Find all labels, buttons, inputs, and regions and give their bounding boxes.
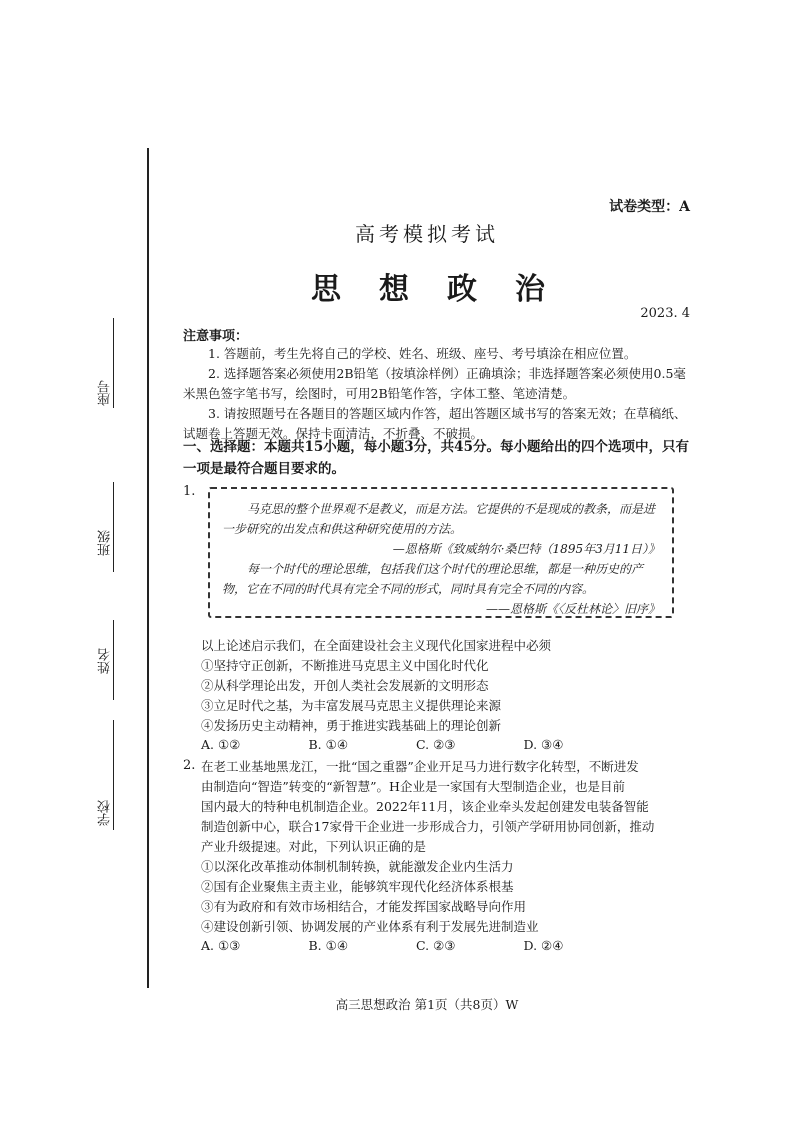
exam-date: 2023. 4	[640, 306, 690, 321]
answer-choice[interactable]: B. ①④	[308, 737, 349, 752]
answer-choice[interactable]: A. ①②	[201, 737, 241, 752]
paper-type: 试卷类型：A	[609, 199, 690, 215]
statement-option: ③有为政府和有效市场相结合，才能发挥国家战略导向作用	[201, 899, 527, 914]
answer-choice[interactable]: D. ③④	[523, 737, 564, 752]
statement-option: ②从科学理论出发，开创人类社会发展新的文明形态	[201, 678, 489, 693]
answer-choice[interactable]: C. ②③	[416, 938, 456, 953]
question-stem: 以上论述启示我们，在全面建设社会主义现代化国家进程中必须	[201, 638, 552, 653]
question-stem-line: 产业升级提速。对此，下列认识正确的是	[201, 839, 427, 854]
question-number: 1.	[183, 484, 196, 499]
quote-text: 马克思的整个世界观不是教义，而是方法。它提供的不是现成的教条，而是进一步研究的出发点和供这种研究使用的方法。	[222, 502, 656, 536]
question-stem-line: 制造创新中心，联合17家骨干企业进一步形成合力，引领产学研用协同创新，推动	[201, 819, 655, 834]
statement-option: ④发扬历史主动精神，勇于推进实践基础上的理论创新	[201, 718, 502, 733]
statement-option: ③立足时代之基，为丰富发展马克思主义提供理论来源	[201, 698, 502, 713]
answer-choice[interactable]: C. ②③	[416, 737, 456, 752]
quote-source: —恩格斯《致威纳尔·桑巴特（1895年3月11日）》	[392, 542, 660, 556]
answer-choices	[201, 737, 631, 752]
class-blank-line	[113, 482, 114, 572]
answer-choice[interactable]: B. ①④	[308, 938, 349, 953]
notice-item-3: 3. 请按照题号在各题目的答题区域内作答，超出答题区域书写的答案无效；在草稿纸、试题卷上答题无效。保持卡面清洁，不折叠、不破损。	[183, 406, 687, 441]
statement-option: ②国有企业聚焦主责主业，能够筑牢现代化经济体系根基	[201, 879, 514, 894]
answer-choices	[201, 938, 631, 953]
class-label: 班级	[98, 530, 113, 556]
statement-option: ①坚持守正创新，不断推进马克思主义中国化时代化	[201, 658, 489, 673]
statement-option: ①以深化改革推动体制机制转换，就能激发企业内生活力	[201, 859, 514, 874]
question-stem-line: 在老工业基地黑龙江，一批“国之重器”企业开足马力进行数字化转型，不断进发	[201, 759, 639, 774]
quote-text: 每一个时代的理论思维，包括我们这个时代的理论思维，都是一种历史的产物，它在不同的时代具有完全不同的形式，同时具有完全不同的内容。	[222, 562, 644, 596]
subject-title: 思想政治	[311, 272, 583, 307]
notice-title: 注意事项：	[183, 329, 249, 344]
answer-choice[interactable]: D. ②④	[523, 938, 564, 953]
answer-choice[interactable]: A. ①③	[201, 938, 241, 953]
section-title: 一、选择题：本题共15小题，每小题3分，共45分。每小题给出的四个选项中，只有一项是最符合题目要求的。	[183, 439, 689, 477]
question-number: 2.	[183, 758, 196, 773]
quote-box	[208, 487, 674, 618]
question-stem-line: 国内最大的特种电机制造企业。2022年11月，该企业牵头发起创建发电装备智能	[201, 799, 649, 814]
name-label: 姓名	[98, 648, 113, 674]
question-stem-line: 由制造向“智造”转变的“新智慧”。H企业是一家国有大型制造企业，也是目前	[201, 779, 625, 794]
notice-item-2: 2. 选择题答案必须使用2B铅笔（按填涂样例）正确填涂；非选择题答案必须使用0.5毫米黑色签字笔书写，绘图时，可用2B铅笔作答，字体工整、笔迹清楚。	[183, 366, 686, 401]
page-footer: 高三思想政治 第1页（共8页）W	[335, 997, 519, 1012]
seat-label: 座号	[98, 380, 113, 406]
notice-item-1: 1. 答题前，考生先将自己的学校、姓名、班级、座号、考号填涂在相应位置。	[208, 346, 637, 361]
statement-option: ④建设创新引领、协调发展的产业体系有利于发展先进制造业	[201, 919, 539, 934]
school-label: 学校	[98, 800, 113, 826]
quote-source: ——恩格斯《〈反杜林论〉旧序》	[485, 602, 660, 616]
exam-name: 高考模拟考试	[355, 222, 499, 246]
